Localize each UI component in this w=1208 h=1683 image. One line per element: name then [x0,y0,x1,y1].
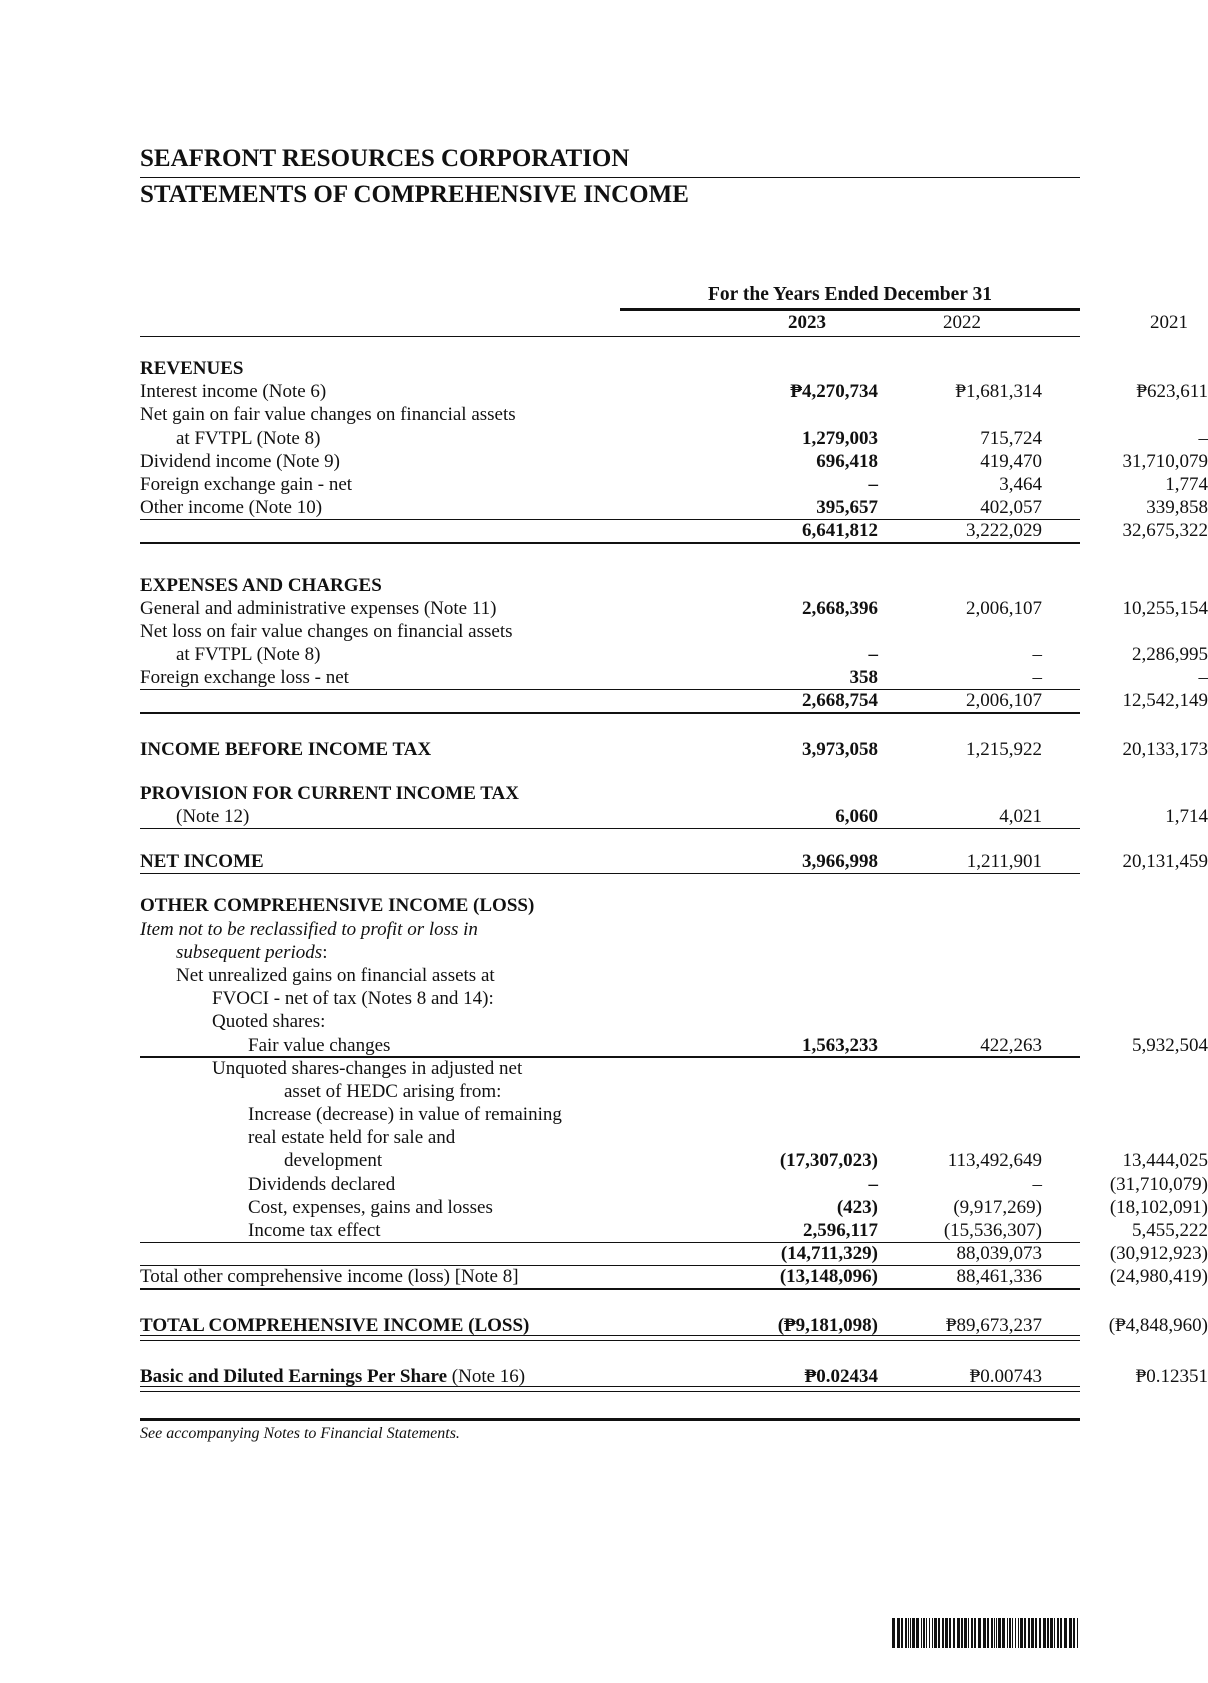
year-2023: 2023 [788,312,826,333]
underline [140,828,1080,830]
line-item-label-wrap: Net unrealized gains on financial assets at [176,964,495,986]
underline [140,873,1080,875]
line-item-net-income: NET INCOME 3,966,998 1,211,901 20,131,459 [140,850,1080,873]
line-item-label-wrap: Net loss on fair value changes on financial assets [140,620,513,642]
underline [140,712,1080,714]
company-name: SEAFRONT RESOURCES CORPORATION [140,142,1080,178]
line-item-label-wrap: Item not to be reclassified to profit or loss in [140,918,478,940]
section-heading-expenses: EXPENSES AND CHARGES [140,574,382,596]
subtotal-expenses: 2,668,754 2,006,107 12,542,149 [140,689,1080,712]
line-item-eps: Basic and Diluted Earnings Per Share (Note 16) ₱0.02434 ₱0.00743 ₱0.12351 [140,1365,1080,1388]
line-item-label-wrap: Net gain on fair value changes on financial assets [140,404,516,426]
double-underline [140,1335,1080,1341]
line-item-dividend-income: Dividend income (Note 9) 696,418 419,470 31,710,079 [140,450,1208,472]
line-item-other-income: Other income (Note 10) 395,657 402,057 339,858 [140,496,1080,519]
line-item-provision-tax: (Note 12) 6,060 4,021 1,714 [140,805,1080,828]
statement-title: STATEMENTS OF COMPREHENSIVE INCOME [140,181,689,208]
year-2021: 2021 [1150,312,1188,333]
line-item-net-loss-fvtpl: at FVTPL (Note 8) – – 2,286,995 [176,644,1208,666]
underline [140,542,1080,544]
line-item-label-wrap: real estate held for sale and [248,1127,456,1149]
line-item-fair-value-changes: Fair value changes 1,563,233 422,263 5,932,504 [140,1034,1080,1057]
line-item-label-wrap: Unquoted shares-changes in adjusted net [212,1057,523,1079]
line-item-label-wrap: subsequent periods: [176,941,328,963]
statement-header [140,142,1080,212]
line-item-dividends-declared: Dividends declared – – (31,710,079) [248,1173,1208,1195]
line-item-net-gain-fvtpl: at FVTPL (Note 8) 1,279,003 715,724 – [176,427,1208,449]
line-item-income-before-tax: INCOME BEFORE INCOME TAX 3,973,058 1,215,922 20,133,173 [140,738,1208,760]
line-item-interest-income: Interest income (Note 6) ₱4,270,734 ₱1,681,314 ₱623,611 [140,381,1208,403]
section-heading-revenues: REVENUES [140,358,244,379]
footnote: See accompanying Notes to Financial Statements. [140,1425,460,1442]
subtotal-unquoted-shares: (14,711,329) 88,039,073 (30,912,923) [140,1242,1080,1265]
line-item-development: development (17,307,023) 113,492,649 13,444,025 [284,1150,1208,1172]
line-item-income-tax-effect: Income tax effect 2,596,117 (15,536,307) 5,455,222 [140,1219,1080,1242]
line-item-label-wrap: asset of HEDC arising from: [284,1080,502,1102]
line-item-fx-gain: Foreign exchange gain - net – 3,464 1,774 [140,473,1208,495]
line-item-fx-loss: Foreign exchange loss - net 358 – – [140,666,1080,689]
underline [140,1288,1080,1290]
section-heading-oci: OTHER COMPREHENSIVE INCOME (LOSS) [140,895,535,917]
barcode-icon [892,1618,1078,1648]
period-header: For the Years Ended December 31 [620,282,1080,311]
line-item-cost-expenses: Cost, expenses, gains and losses (423) (9,917,269) (18,102,091) [248,1196,1208,1218]
line-item-label-wrap: FVOCI - net of tax (Notes 8 and 14): [212,988,494,1010]
year-2022: 2022 [943,312,981,333]
line-item-label-wrap: Quoted shares: [212,1011,326,1033]
double-underline [140,1386,1080,1392]
year-column-headers [140,312,1188,337]
line-item-total-comprehensive-income: TOTAL COMPREHENSIVE INCOME (LOSS) (₱9,181,098) ₱89,673,237 (₱4,848,960) [140,1314,1080,1337]
line-item-ga-expenses: General and administrative expenses (Note 11) 2,668,396 2,006,107 10,255,154 [140,597,1208,619]
line-item-label-wrap: Increase (decrease) in value of remaining [248,1104,562,1126]
income-statement-table [140,357,1208,1388]
line-item-total-oci: Total other comprehensive income (loss) [Note 8] (13,148,096) 88,461,336 (24,980,419) [140,1265,1080,1288]
footer-rule [140,1418,1080,1421]
subtotal-revenues: 6,641,812 3,222,029 32,675,322 [140,519,1080,542]
line-item-label-wrap: PROVISION FOR CURRENT INCOME TAX [140,782,519,804]
